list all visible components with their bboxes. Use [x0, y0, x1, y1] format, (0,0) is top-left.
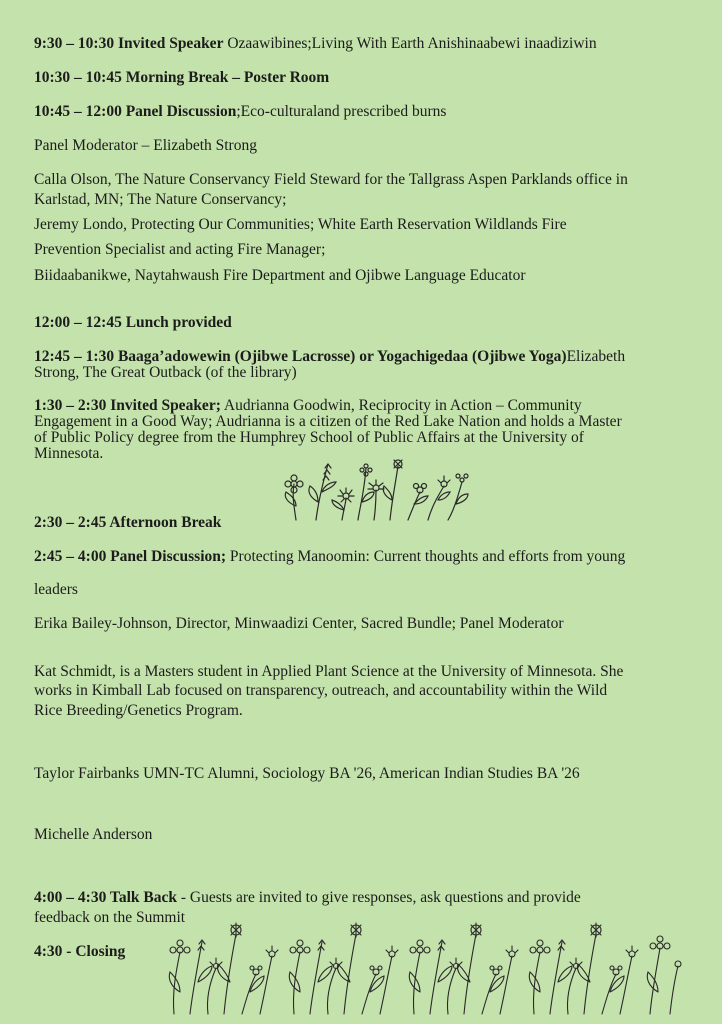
agenda-item-lunch: 12:00 – 12:45 Lunch provided	[34, 314, 232, 331]
panel-moderator-2: Erika Bailey-Johnson, Director, Minwaadizi Center, Sacred Bundle; Panel Moderator	[34, 615, 564, 632]
agenda-item-closing: 4:30 - Closing	[34, 943, 126, 960]
agenda-item-lacrosse-yoga-line1: 12:45 – 1:30 Baaga’adowewin (Ojibwe Lacrosse) or Yogachigedaa (Ojibwe Yoga)Elizabeth	[34, 348, 626, 365]
panelist-jeremy-londo-line1: Jeremy Londo, Protecting Our Communities; White Earth Reservation Wildlands Fire	[34, 216, 567, 233]
panelist-calla-olson-line1: Calla Olson, The Nature Conservancy Field Steward for the Tallgrass Aspen Parklands office in	[34, 171, 628, 188]
panel-moderator-1: Panel Moderator – Elizabeth Strong	[34, 137, 257, 154]
agenda-item-invited-speaker-afternoon-line3: of Public Policy degree from the Humphrey School of Public Affairs at the University of	[34, 429, 584, 446]
agenda-item-panel-discussion-2-line1: 2:45 – 4:00 Panel Discussion; Protecting Manoomin: Current thoughts and efforts from young	[34, 548, 626, 565]
panelist-michelle-anderson: Michelle Anderson	[34, 826, 153, 843]
panelist-calla-olson-line2: Karlstad, MN; The Nature Conservancy;	[34, 191, 287, 208]
agenda-item-talk-back-line1: 4:00 – 4:30 Talk Back - Guests are invited to give responses, ask questions and provide	[34, 889, 581, 906]
agenda-item-afternoon-break: 2:30 – 2:45 Afternoon Break	[34, 514, 222, 531]
panelist-kat-schmidt-line2: works in Kimball Lab focused on transparency, outreach, and accountability within the Wild	[34, 682, 608, 699]
agenda-item-talk-back-line2: feedback on the Summit	[34, 909, 186, 926]
agenda-item-morning-break: 10:30 – 10:45 Morning Break – Poster Room	[34, 69, 330, 86]
panelist-biidaabanikwe: Biidaabanikwe, Naytahwaush Fire Department and Ojibwe Language Educator	[34, 267, 526, 284]
wildflower-bouquet-icon	[278, 456, 478, 522]
agenda-item-invited-speaker-morning: 9:30 – 10:30 Invited Speaker Ozaawibines;Living With Earth Anishinaabewi inaadiziwin	[34, 35, 597, 52]
agenda-item-invited-speaker-afternoon-line2: Engagement in a Good Way; Audrianna is a citizen of the Red Lake Nation and holds a Master	[34, 413, 622, 430]
agenda-item-invited-speaker-afternoon-line4: Minnesota.	[34, 445, 104, 462]
agenda-item-panel-discussion-2-line2: leaders	[34, 581, 78, 598]
agenda-item-lacrosse-yoga-line2: Strong, The Great Outback (of the library)	[34, 364, 297, 381]
panelist-kat-schmidt-line3: Rice Breeding/Genetics Program.	[34, 702, 243, 719]
panelist-jeremy-londo-line2: Prevention Specialist and acting Fire Manager;	[34, 241, 326, 258]
panelist-kat-schmidt-line1: Kat Schmidt, is a Masters student in Applied Plant Science at the University of Minnesota. She	[34, 663, 624, 680]
wildflower-border-icon	[160, 912, 690, 1016]
agenda-item-panel-discussion-1: 10:45 – 12:00 Panel Discussion;Eco-culturaland prescribed burns	[34, 103, 447, 120]
agenda-item-invited-speaker-afternoon-line1: 1:30 – 2:30 Invited Speaker; Audrianna Goodwin, Reciprocity in Action – Community	[34, 397, 582, 414]
panelist-taylor-fairbanks: Taylor Fairbanks UMN-TC Alumni, Sociology BA '26, American Indian Studies BA '26	[34, 765, 580, 782]
